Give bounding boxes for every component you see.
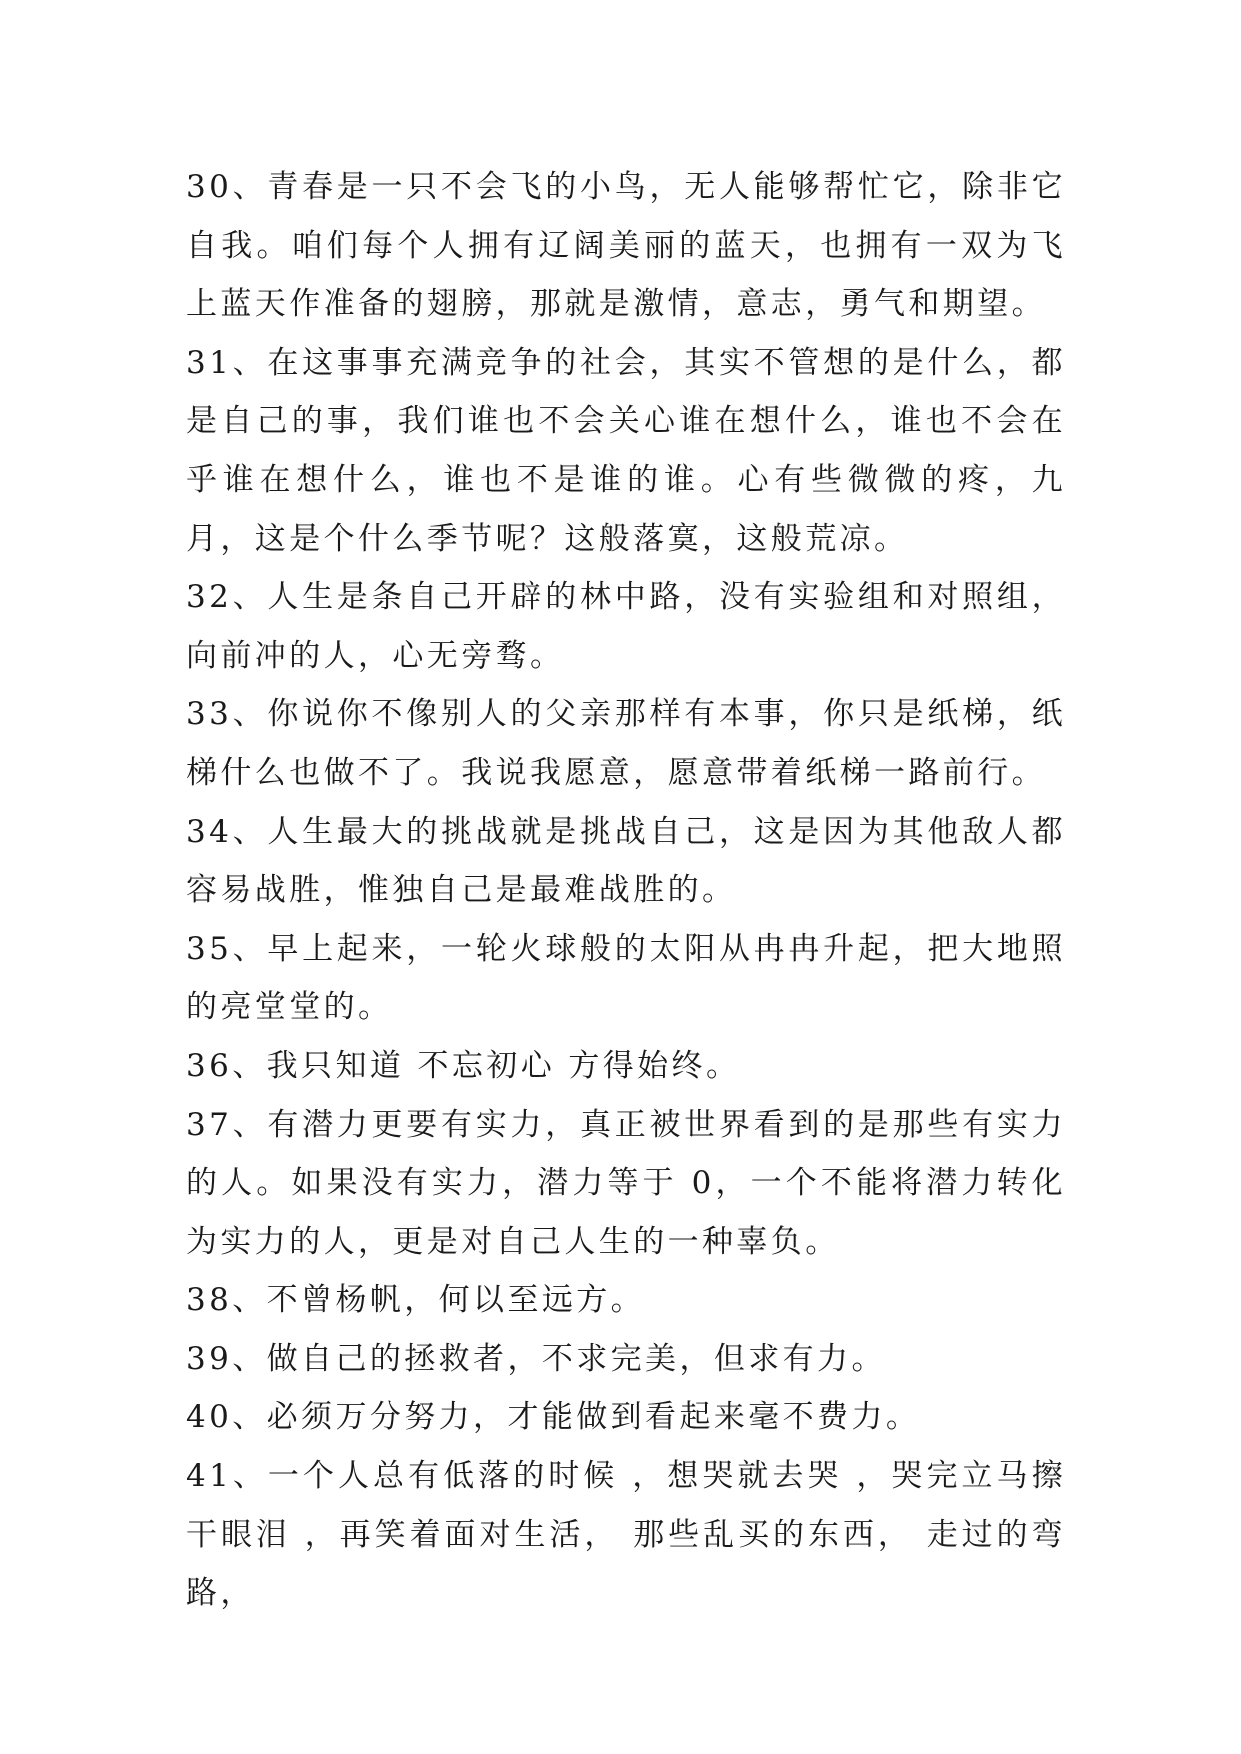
document-body (186, 158, 1066, 1623)
paragraph-30: 30、青春是一只不会飞的小鸟，无人能够帮忙它，除非它自我。咱们每个人拥有辽阔美丽的蓝天，也拥有一双为飞上蓝天作准备的翅膀，那就是激情，意志，勇气和期望。 (186, 169, 1066, 323)
paragraph-35: 35、早上起来，一轮火球般的太阳从冉冉升起，把大地照的亮堂堂的。 (186, 930, 1066, 1026)
paragraph-34: 34、人生最大的挑战就是挑战自己，这是因为其他敌人都容易战胜，惟独自己是最难战胜的。 (186, 813, 1066, 909)
paragraph-40: 40、必须万分努力，才能做到看起来毫不费力。 (186, 1399, 921, 1436)
paragraph-39: 39、做自己的拯救者，不求完美，但求有力。 (186, 1340, 886, 1377)
paragraph-38: 38、不曾杨帆，何以至远方。 (186, 1282, 646, 1319)
paragraph-32: 32、人生是条自己开辟的林中路，没有实验组和对照组，向前冲的人，心无旁骛。 (186, 579, 1066, 674)
paragraph-33: 33、你说你不像别人的父亲那样有本事，你只是纸梯，纸梯什么也做不了。我说我愿意，愿意带着纸梯一路前行。 (186, 696, 1066, 791)
paragraph-31: 31、在这事事充满竞争的社会，其实不管想的是什么，都是自己的事，我们谁也不会关心谁在想什么，谁也不会在乎谁在想什么，谁也不是谁的谁。心有些微微的疼，九月，这是个什么季节呢？这般落寞，这般荒凉。 (186, 344, 1066, 557)
paragraph-36: 36、我只知道 不忘初心 方得始终。 (186, 1047, 741, 1084)
paragraph-37: 37、有潜力更要有实力，真正被世界看到的是那些有实力的人。如果没有实力，潜力等于 0，一个不能将潜力转化为实力的人，更是对自己人生的一种辜负。 (186, 1106, 1066, 1260)
paragraph-41: 41、一个人总有低落的时候 ，想哭就去哭 ，哭完立马擦干眼泪 ，再笑着面对生活， 那些乱买的东西， 走过的弯路， (186, 1458, 1066, 1612)
